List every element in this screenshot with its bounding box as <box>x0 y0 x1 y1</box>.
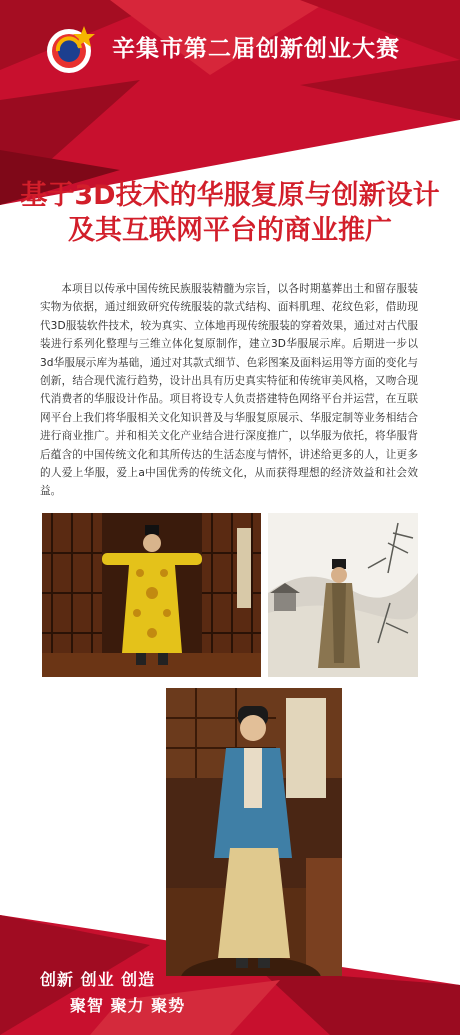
scholar-robe-photo <box>268 513 418 677</box>
project-description: 本项目以传承中国传统民族服装精髓为宗旨，以各时期墓葬出土和留存服装实物为依据，通过细致研究传统服装的款式结构、面料肌理、花纹色彩，借助现代3D服装软件技术，较为真实、立体地再现传统服装的穿着效果，通过对古代服装进行系列化整理与三维立体化复原制作，建立3D华服展示库。后期进一步以3d华服展示库为基础，通过对其款式细节、色彩图案及面料运用等方面的变化与创新，结合现代流行趋势，设计出具有历史真实特征和传统审美风格，又吻合现代消费者的华服设计作品。项目将设专人负责搭建特色网络平台并运营，在互联网平台上我们将华服相关文化知识普及与华服复原展示、华服定制等业务相结合进行商业推广。并和相关文化产业结合进行深度推广，以华服为依托，将华服背后蕴含的中国传统文化和其所传达的生活态度与情怀，讲述给更多的人，让更多的人爱上华服，爱上a中国优秀的传统文化，从而获得理想的经济效益和社会效益。 <box>40 283 418 498</box>
ming-dress-photo <box>166 688 342 976</box>
contest-logo-icon <box>42 22 98 78</box>
dragon-robe-photo <box>42 513 261 677</box>
project-title <box>0 178 460 248</box>
slogan-line2: 聚智 聚力 聚势 <box>70 996 186 1015</box>
project-title-line1: 基于3D技术的华服复原与创新设计 <box>20 180 440 211</box>
contest-title: 辛集市第二届创新创业大赛 <box>112 36 400 62</box>
slogan-line1: 创新 创业 创造 <box>40 970 156 989</box>
project-title-line2: 及其互联网平台的商业推广 <box>68 215 392 246</box>
